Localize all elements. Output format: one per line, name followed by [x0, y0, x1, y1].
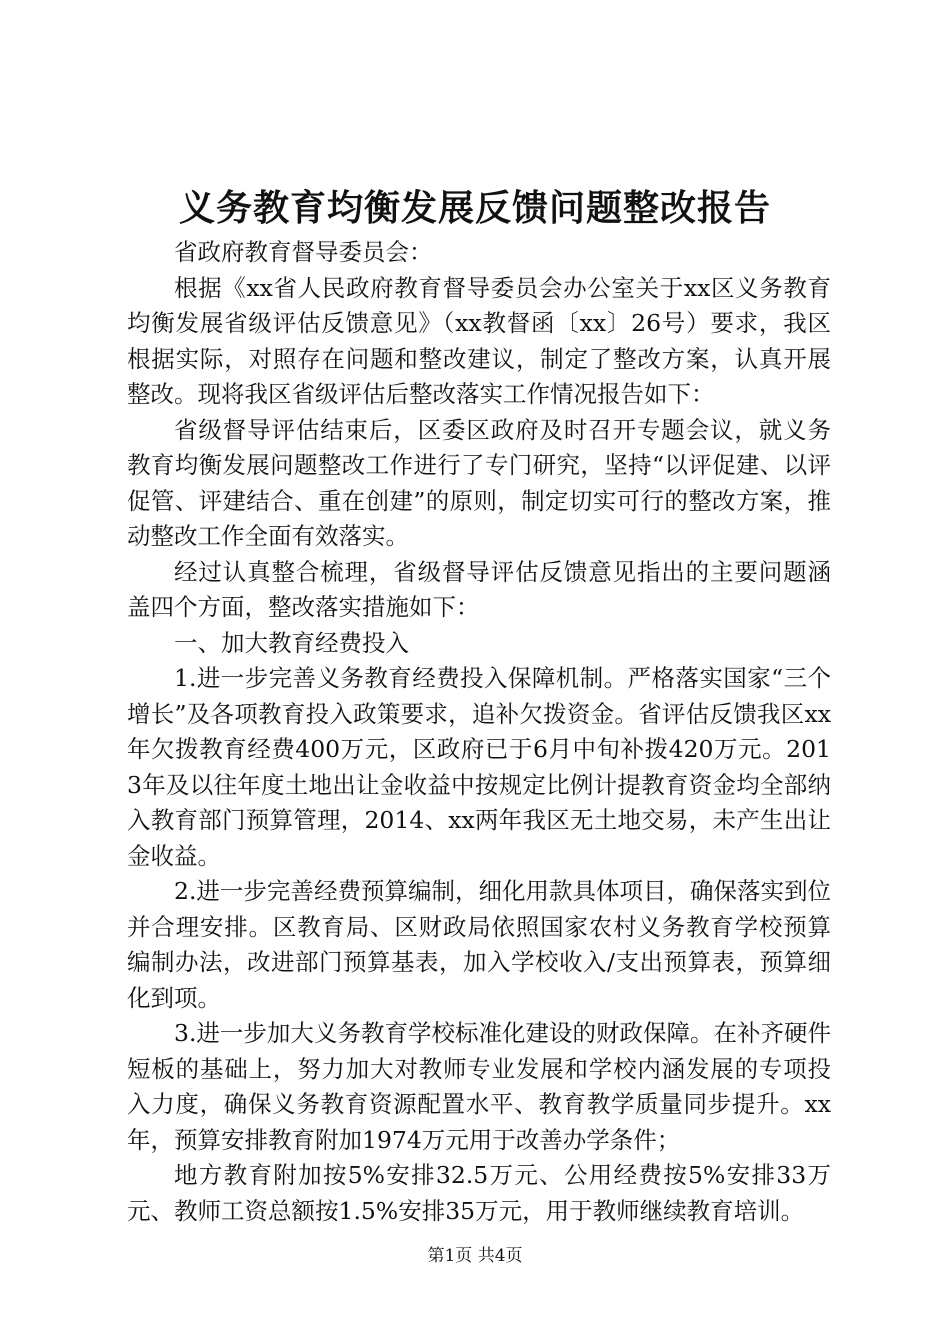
paragraph-introduction: 根据《xx省人民政府教育督导委员会办公室关于xx区义务教育均衡发展省级评估反馈意见》（xx教督函〔xx〕26号）要求，我区根据实际，对照存在问题和整改建议，制定了整改方案，认真开展整改。现将我区省级评估后整改落实工作情况报告如下： [127, 273, 831, 408]
document-title: 义务教育均衡发展反馈问题整改报告 [178, 187, 771, 229]
document-body [127, 235, 831, 1229]
paragraph-meeting: 省级督导评估结束后，区委区政府及时召开专题会议，就义务教育均衡发展问题整改工作进行了专门研究，坚持“以评促建、以评促管、评建结合、重在创建”的原则，制定切实可行的整改方案，推动整改工作全面有效落实。 [127, 415, 831, 550]
paragraph-item-3: 3.进一步加大义务教育学校标准化建设的财政保障。在补齐硬件短板的基础上，努力加大对教师专业发展和学校内涵发展的专项投入力度，确保义务教育资源配置水平、教育教学质量同步提升。xx年，预算安排教育附加1974万元用于改善办学条件； [127, 1019, 831, 1154]
section-heading: 一、加大教育经费投入 [174, 628, 409, 657]
paragraph-salutation: 省政府教育督导委员会： [174, 238, 433, 266]
paragraph-allocation: 地方教育附加按5%安排32.5万元、公用经费按5%安排33万元、教师工资总额按1.5%安排35万元，用于教师继续教育培训。 [127, 1161, 831, 1225]
paragraph-item-1: 1.进一步完善义务教育经费投入保障机制。严格落实国家“三个增长”及各项教育投入政策要求，追补欠拨资金。省评估反馈我区xx年欠拨教育经费400万元，区政府已于6月中旬补拨420万元。2013年及以往年度土地出让金收益中按规定比例计提教育资金均全部纳入教育部门预算管理，2014、xx两年我区无土地交易，未产生出让金收益。 [127, 664, 831, 870]
paragraph-overview: 经过认真整合梳理，省级督导评估反馈意见指出的主要问题涵盖四个方面，整改落实措施如下： [127, 557, 831, 621]
paragraph-item-2: 2.进一步完善经费预算编制，细化用款具体项目，确保落实到位并合理安排。区教育局、区财政局依照国家农村义务教育学校预算编制办法，改进部门预算基表，加入学校收入/支出预算表，预算细化到项。 [127, 877, 831, 1012]
page-footer: 第1页 共4页 [427, 1246, 523, 1266]
